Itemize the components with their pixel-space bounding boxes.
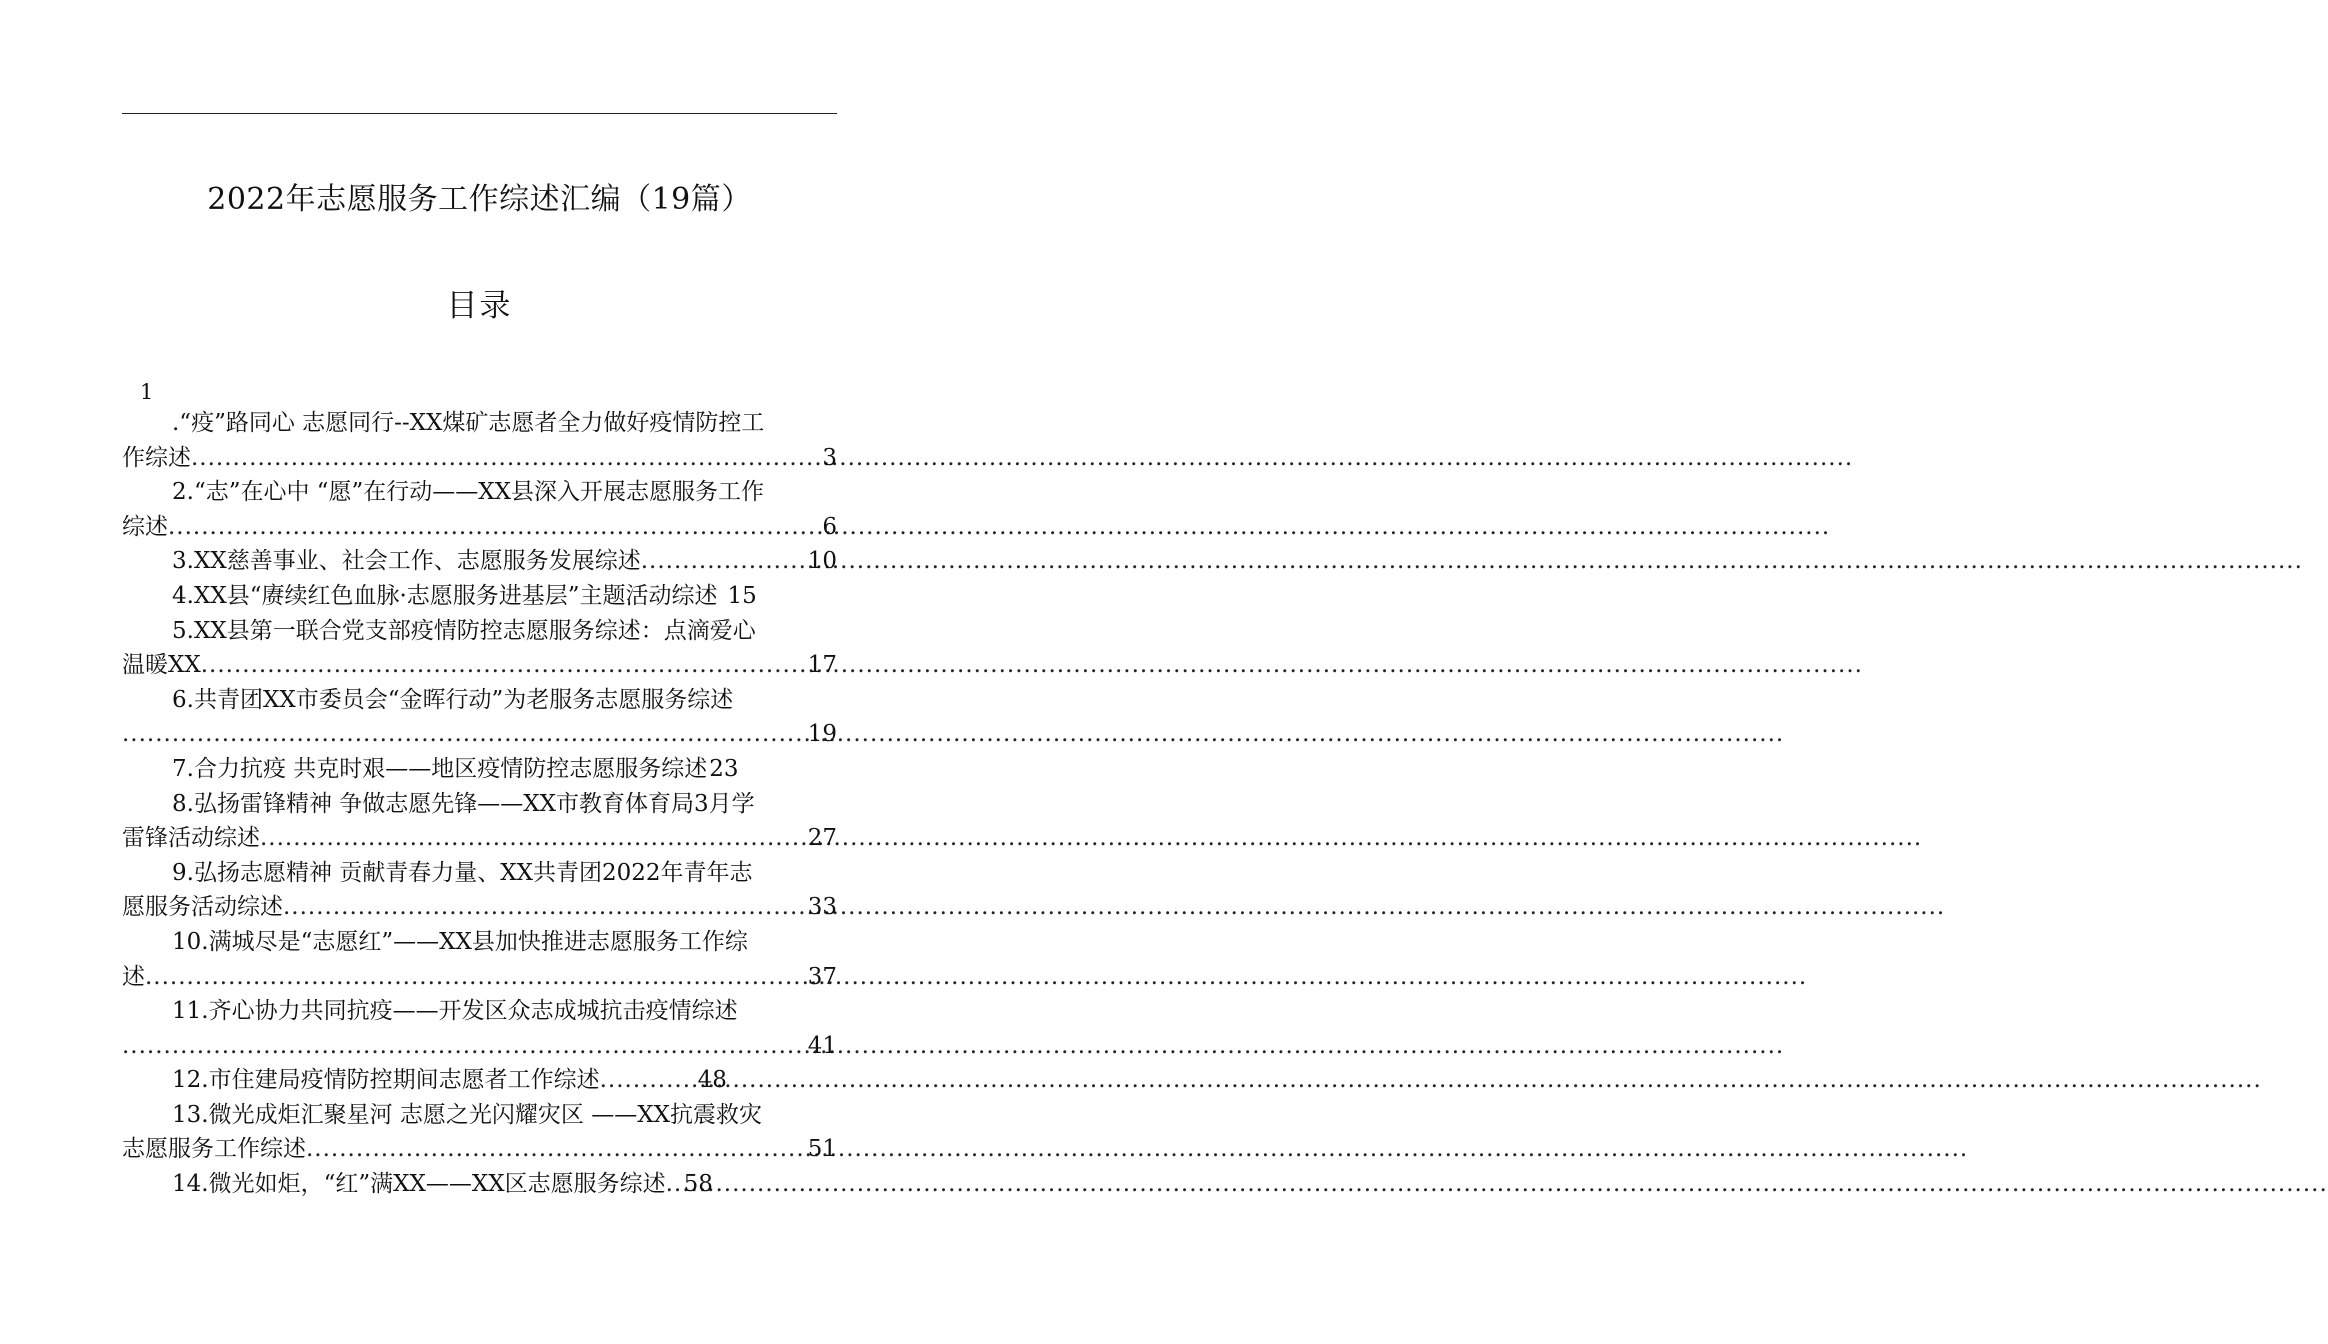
table-of-contents (122, 406, 837, 1202)
toc-entry-page[interactable]: 3 (822, 444, 837, 471)
document-page (0, 0, 950, 1344)
toc-entry-title[interactable]: 5.XX县第一联合党支部疫情防控志愿服务综述：点滴爱心 (172, 617, 756, 644)
toc-entry[interactable] (122, 579, 837, 614)
toc-entry-page[interactable]: 10 (807, 548, 837, 575)
toc-entry-title-cont[interactable]: 述 (122, 963, 145, 990)
toc-entry-title-cont[interactable]: 综述 (122, 513, 168, 540)
toc-entry-title[interactable]: 7.合力抗疫 共克时艰——地区疫情防控志愿服务综述 (172, 755, 708, 782)
toc-leader-dots (122, 717, 806, 752)
toc-leader-dots (306, 1132, 806, 1167)
toc-lead-number: 1 (140, 380, 154, 404)
toc-leader-dots (600, 1063, 696, 1098)
toc-leader-dots (666, 1167, 682, 1202)
toc-entry-title-cont[interactable]: 志愿服务工作综述 (122, 1136, 306, 1163)
toc-entry-page[interactable]: 41 (807, 1032, 837, 1059)
toc-entry[interactable] (122, 787, 837, 856)
toc-entry-title[interactable]: .“疫”路同心 志愿同行--XX煤矿志愿者全力做好疫情防控工 (172, 410, 765, 436)
toc-entry-page[interactable]: 37 (807, 963, 837, 990)
toc-entry-title-cont[interactable]: 温暖XX (122, 652, 201, 679)
toc-entry-title[interactable]: 4.XX县“赓续红色血脉·志愿服务进基层”主题活动综述 (172, 582, 718, 609)
toc-entry-page[interactable]: 27 (807, 825, 837, 852)
toc-entry-title-cont[interactable]: 作综述 (122, 444, 191, 471)
header-rule (122, 113, 837, 114)
toc-entry-page[interactable]: 23 (709, 755, 739, 782)
toc-entry-title-cont[interactable]: 愿服务活动综述 (122, 894, 283, 921)
toc-entry-title-cont[interactable]: 雷锋活动综述 (122, 825, 260, 852)
toc-entry-page[interactable]: 33 (807, 894, 837, 921)
toc-entry-title[interactable]: 14.微光如炬，“红”满XX——XX区志愿服务综述 (172, 1171, 666, 1198)
toc-entry-page[interactable]: 19 (807, 721, 837, 748)
toc-entry[interactable] (122, 856, 837, 925)
toc-entry-title[interactable]: 6.共青团XX市委员会“金晖行动”为老服务志愿服务综述 (172, 686, 734, 713)
toc-entry-page[interactable]: 17 (807, 652, 837, 679)
toc-leader-dots (168, 510, 820, 545)
toc-entry-title[interactable]: 12.市住建局疫情防控期间志愿者工作综述 (172, 1067, 600, 1094)
toc-leader-dots (145, 960, 806, 995)
toc-entry[interactable] (122, 752, 837, 787)
toc-entry-title[interactable]: 13.微光成炬汇聚星河 志愿之光闪耀灾区 ——XX抗震救灾 (172, 1101, 762, 1128)
toc-entry-title[interactable]: 2.“志”在心中 “愿”在行动——XX县深入开展志愿服务工作 (172, 479, 765, 506)
toc-leader-dots (191, 441, 820, 476)
toc-entry-title[interactable]: 3.XX慈善事业、社会工作、志愿服务发展综述 (172, 548, 641, 575)
toc-entry[interactable] (122, 1098, 837, 1167)
toc-entry[interactable] (122, 1167, 837, 1202)
toc-leader-dots (201, 648, 806, 683)
toc-entry-page[interactable]: 6 (822, 513, 837, 540)
toc-leader-dots (283, 890, 806, 925)
document-title: 2022年志愿服务工作综述汇编（19篇） (207, 182, 752, 217)
toc-entry[interactable] (122, 544, 837, 579)
toc-entry-title[interactable]: 8.弘扬雷锋精神 争做志愿先锋——XX市教育体育局3月学 (172, 790, 755, 817)
toc-entry-title[interactable]: 10.满城尽是“志愿红”——XX县加快推进志愿服务工作综 (172, 928, 748, 955)
toc-leader-dots (122, 1029, 806, 1064)
toc-entry[interactable] (122, 1063, 837, 1098)
toc-entry[interactable] (122, 475, 837, 544)
toc-entry-page[interactable]: 15 (727, 582, 757, 609)
toc-entry[interactable] (122, 994, 837, 1063)
toc-leader-dots (260, 821, 806, 856)
toc-entry[interactable] (122, 406, 837, 475)
toc-heading: 目录 (446, 288, 513, 324)
toc-entry[interactable] (122, 683, 837, 752)
toc-entry-page[interactable]: 48 (697, 1067, 727, 1094)
toc-entry[interactable] (122, 925, 837, 994)
toc-entry[interactable] (122, 614, 837, 683)
toc-leader-dots (641, 544, 806, 579)
toc-entry-title[interactable]: 11.齐心协力共同抗疫——开发区众志成城抗击疫情综述 (172, 998, 738, 1025)
toc-entry-page[interactable]: 51 (807, 1136, 837, 1163)
toc-entry-title[interactable]: 9.弘扬志愿精神 贡献青春力量、XX共青团2022年青年志 (172, 859, 753, 886)
toc-entry-page[interactable]: 58 (683, 1171, 713, 1198)
